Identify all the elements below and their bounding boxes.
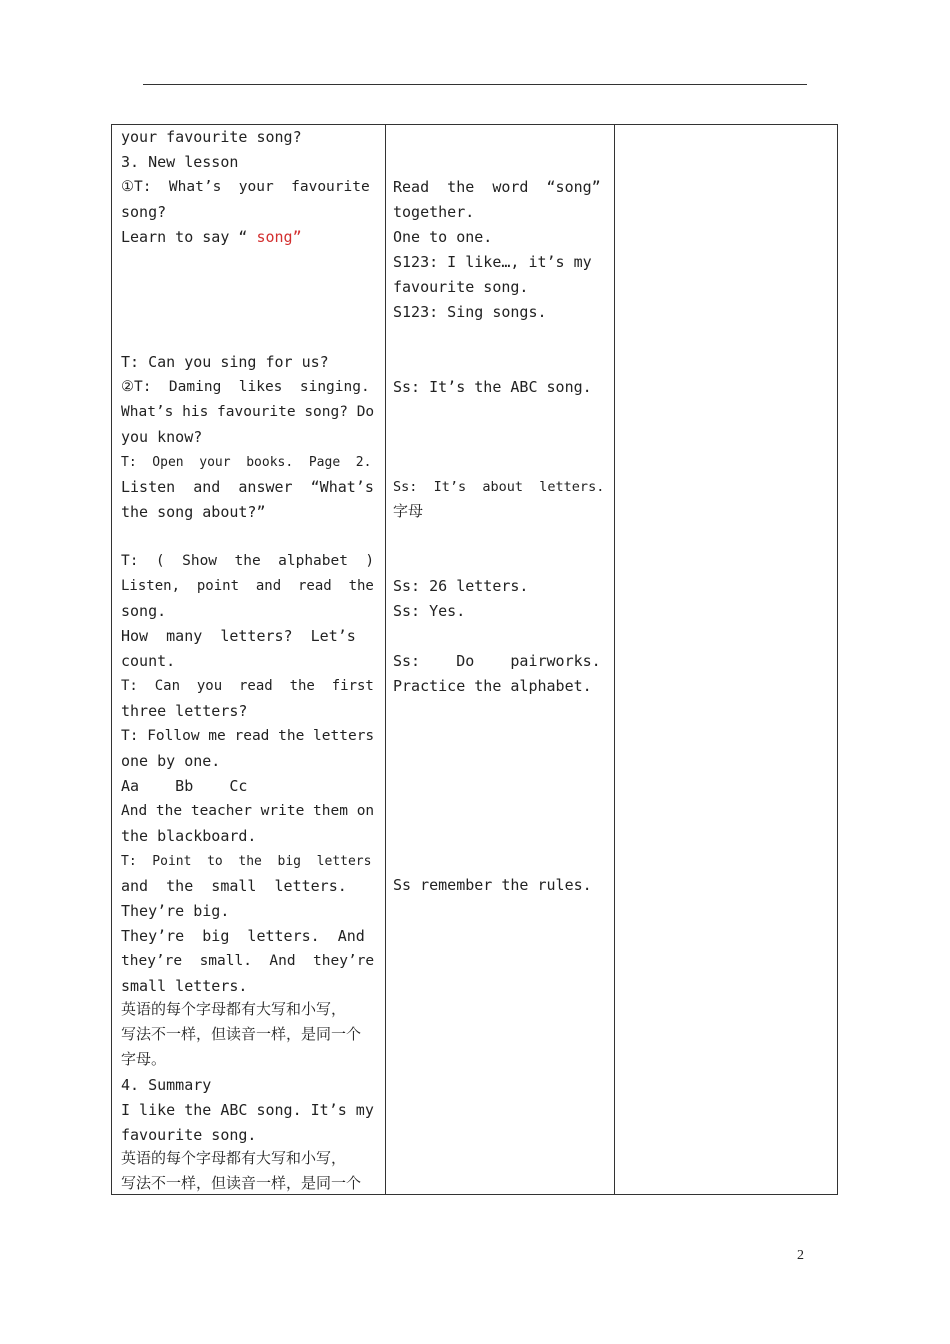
text-line: you know? xyxy=(121,428,203,446)
text-line: the blackboard. xyxy=(121,827,257,845)
text-line: Learn to say “ xyxy=(121,228,248,246)
text-line: 字母 xyxy=(393,502,424,520)
text-line: Listen and answer “What’s xyxy=(121,478,374,496)
text-line: together. xyxy=(393,203,475,221)
text-line: T: ( Show the alphabet ) xyxy=(121,553,375,569)
header-rule xyxy=(143,84,807,85)
text-line: the song about?” xyxy=(121,503,266,521)
text-line: count. xyxy=(121,652,176,670)
text-line: Ss remember the rules. xyxy=(393,876,592,894)
text-line: T: Open your books. Page 2. xyxy=(121,455,372,470)
text-line: And the teacher write them on xyxy=(121,803,375,819)
text-line: three letters? xyxy=(121,702,248,720)
text-line: small letters. xyxy=(121,977,248,995)
text-line: Ss: Yes. xyxy=(393,602,466,620)
text-line: They’re big letters. And xyxy=(121,927,365,945)
text-line: They’re big. xyxy=(121,902,230,920)
text-line: I like the ABC song. It’s my xyxy=(121,1101,374,1119)
column-divider-1 xyxy=(385,125,386,1194)
text-line: and the small letters. xyxy=(121,877,347,895)
learn-to-say-line xyxy=(121,225,377,250)
text-line: Listen, point and read the xyxy=(121,578,374,594)
text-line: T: Can you read the first xyxy=(121,678,374,694)
text-line: S123: Sing songs. xyxy=(393,303,547,321)
text-line: S123: I like…, it’s my xyxy=(393,253,592,271)
text-line: they’re small. And they’re xyxy=(121,953,375,969)
text-line: one by one. xyxy=(121,752,221,770)
text-line: 英语的每个字母都有大写和小写， xyxy=(121,1000,347,1018)
text-line: Practice the alphabet. xyxy=(393,677,592,695)
column-divider-2 xyxy=(614,125,615,1194)
text-line: Ss: It’s the ABC song. xyxy=(393,378,592,396)
text-line: ①T: What’s your favourite xyxy=(121,179,370,195)
text-line: 3. New lesson xyxy=(121,153,239,171)
text-line: One to one. xyxy=(393,228,493,246)
text-line: T: Point to the big letters xyxy=(121,854,372,869)
text-line: ②T: Daming likes singing. xyxy=(121,379,370,395)
text-line: song? xyxy=(121,203,167,221)
text-line: song. xyxy=(121,602,167,620)
text-line: Read the word “song” xyxy=(393,178,601,196)
text-line: favourite song. xyxy=(393,278,529,296)
text-line: 4. Summary xyxy=(121,1076,212,1094)
text-line: T: Can you sing for us? xyxy=(121,353,329,371)
text-line: 字母。 xyxy=(121,1050,167,1068)
text-line: Ss: 26 letters. xyxy=(393,577,529,595)
text-line: your favourite song? xyxy=(121,128,302,146)
text-line: What’s his favourite song? Do xyxy=(121,404,375,420)
highlighted-word: song” xyxy=(247,228,302,246)
text-line: 英语的每个字母都有大写和小写， xyxy=(121,1149,347,1167)
text-line: T: Follow me read the letters xyxy=(121,728,375,744)
text-line: How many letters? Let’s xyxy=(121,627,356,645)
text-line: 写法不一样，但读音一样，是同一个 xyxy=(121,1025,362,1043)
page-number: 2 xyxy=(797,1248,804,1263)
text-line: favourite song. xyxy=(121,1126,257,1144)
text-line: Ss: Do pairworks. xyxy=(393,652,601,670)
text-line: 写法不一样，但读音一样，是同一个 xyxy=(121,1174,362,1192)
text-line: Aa Bb Cc xyxy=(121,777,248,795)
text-line: Ss: It’s about letters. xyxy=(393,479,605,495)
